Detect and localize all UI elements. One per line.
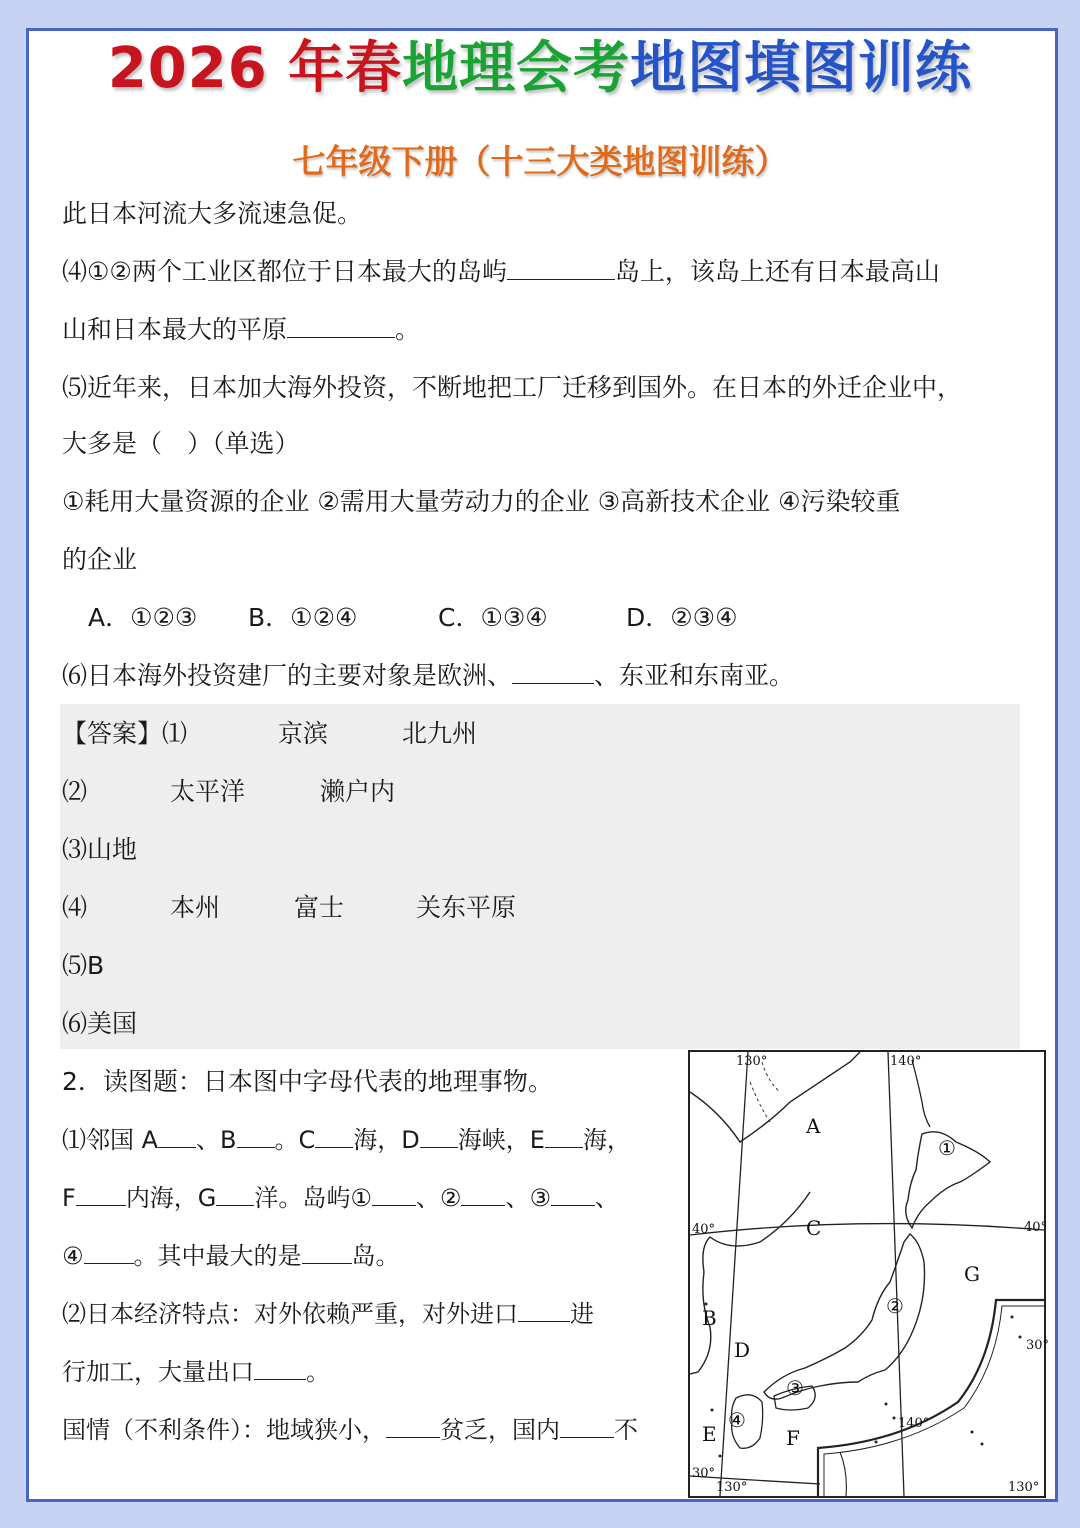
q5-options — [88, 600, 788, 636]
label-lon-130-top: 130° — [736, 1054, 768, 1069]
blank-island-3[interactable] — [551, 1181, 595, 1206]
blank-island-2[interactable] — [461, 1181, 505, 1206]
option-c[interactable]: C．①③④ — [438, 603, 548, 632]
blank-A[interactable] — [158, 1123, 196, 1148]
sakhalin-coast — [912, 1060, 930, 1127]
blank-E[interactable] — [545, 1123, 583, 1148]
page-title — [0, 24, 1080, 104]
q4-blank-plain[interactable] — [287, 313, 395, 338]
blank-market[interactable] — [560, 1413, 614, 1438]
title-part-3: 地图填图训练 — [630, 36, 973, 101]
q5-items: ①耗用大量资源的企业 ②需用大量劳动力的企业 ③高新技术企业 ④污染较重 — [62, 487, 901, 516]
blank-G[interactable] — [216, 1181, 254, 1206]
japan-map — [688, 1050, 1050, 1498]
q1-line-cont: 此日本河流大多流速急促。 — [62, 199, 363, 228]
map-island-2: ② — [886, 1294, 904, 1318]
blank-island-1[interactable] — [372, 1181, 416, 1206]
q2-title: 2．读图题：日本图中字母代表的地理事物。 — [62, 1067, 553, 1096]
blank-island-4[interactable] — [84, 1239, 134, 1264]
q2-line-5: 行加工，大量出口 。 — [62, 1354, 330, 1390]
option-a[interactable]: A．①②③ — [88, 603, 198, 632]
answer-4: ⑷ 本州 富士 关东平原 — [62, 893, 517, 922]
map-island-3: ③ — [786, 1376, 804, 1400]
label-lon-130-bottom: 130° — [716, 1480, 748, 1495]
map-label-D: D — [734, 1338, 751, 1362]
q2-line-6: 国情（不利条件）：地域狭小， 贫乏，国内 不 — [62, 1412, 638, 1448]
answer-1: 【答案】⑴ 京滨 北九州 — [62, 719, 478, 748]
map-label-C: C — [806, 1216, 822, 1240]
option-d[interactable]: D．②③④ — [626, 603, 738, 632]
label-lon-130-inset: 130° — [1008, 1480, 1040, 1495]
q2-line-1: ⑴邻国 A 、B 。C 海，D 海峡，E 海， — [62, 1122, 631, 1158]
label-lat-30-inset: 30° — [1026, 1338, 1050, 1353]
map-label-G: G — [964, 1262, 980, 1286]
q4-line-2: 山和日本最大的平原 。 — [62, 315, 421, 344]
answer-6: ⑹美国 — [62, 1009, 138, 1038]
label-lon-140-top: 140° — [890, 1054, 922, 1069]
q4-line-1: ⑷①②两个工业区都位于日本最大的岛屿 岛上，该岛上还有日本最高山 — [62, 257, 940, 286]
map-label-E: E — [702, 1422, 717, 1446]
blank-D[interactable] — [420, 1123, 458, 1148]
answer-box — [60, 704, 1020, 1049]
answer-5: ⑸B — [62, 951, 105, 980]
q6-blank[interactable] — [512, 659, 594, 684]
inset-frame — [818, 1300, 1044, 1496]
label-lat-40-left: 40° — [692, 1222, 716, 1237]
q4-blank-island[interactable] — [507, 255, 615, 280]
blank-C[interactable] — [315, 1123, 353, 1148]
q5-line-1: ⑸近年来，日本加大海外投资，不断地把工厂迁移到国外。在日本的外迁企业中， — [62, 373, 963, 402]
map-label-F: F — [786, 1426, 800, 1450]
label-lon-140-bottom: 140° — [898, 1416, 930, 1431]
q5-items-end: 的企业 — [62, 545, 138, 574]
blank-export[interactable] — [254, 1355, 306, 1380]
q2-line-2: F 内海，G 洋。岛屿① 、② 、③ 、 — [62, 1180, 619, 1216]
answer-3: ⑶山地 — [62, 835, 138, 864]
blank-F[interactable] — [76, 1181, 126, 1206]
q5-line-2: 大多是（ ）（单选） — [62, 429, 300, 458]
label-lat-40-right: 40° — [1024, 1220, 1048, 1235]
page-subtitle: 七年级下册（十三大类地图训练） — [292, 142, 788, 181]
blank-import[interactable] — [518, 1297, 570, 1322]
label-lat-30-left: 30° — [692, 1466, 716, 1481]
border-line — [750, 1062, 780, 1122]
title-part-1: 2026 年春 — [107, 36, 403, 101]
title-part-2: 地理会考 — [402, 36, 631, 101]
option-b[interactable]: B．①②④ — [248, 603, 358, 632]
answer-2: ⑵ 太平洋 濑户内 — [62, 777, 396, 806]
q2-line-3: ④ 。其中最大的是 岛。 — [62, 1238, 400, 1274]
map-island-1: ① — [938, 1136, 956, 1160]
map-label-B: B — [702, 1306, 717, 1330]
blank-resources[interactable] — [386, 1413, 440, 1438]
q6-line: ⑹日本海外投资建厂的主要对象是欧洲、 、东亚和东南亚。 — [62, 661, 795, 690]
blank-B[interactable] — [237, 1123, 275, 1148]
parallel-40 — [690, 1224, 1044, 1235]
blank-largest[interactable] — [302, 1239, 352, 1264]
map-label-A: A — [806, 1114, 821, 1138]
q2-line-4: ⑵日本经济特点：对外依赖严重，对外进口 进 — [62, 1296, 594, 1332]
map-island-4: ④ — [728, 1408, 746, 1432]
